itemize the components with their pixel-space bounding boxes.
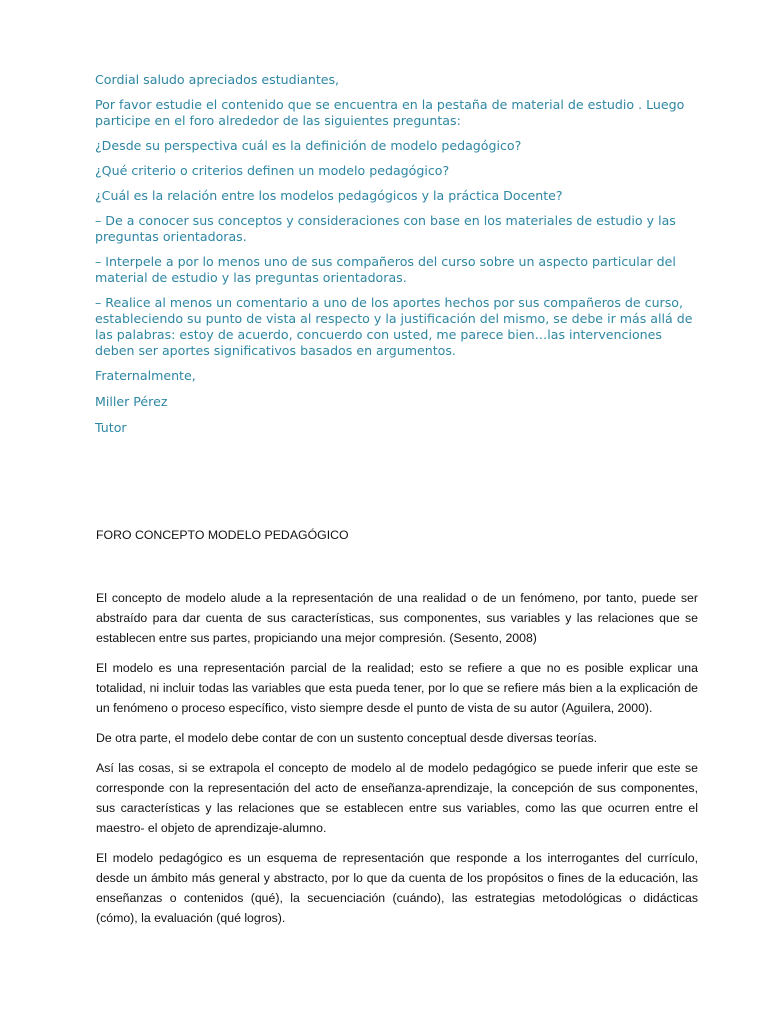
question-1: ¿Desde su perspectiva cuál es la definición de modelo pedagógico?	[95, 138, 522, 153]
signature-role: Tutor	[95, 420, 127, 435]
tutor-message	[95, 72, 695, 446]
task-2: – Interpele a por lo menos uno de sus compañeros del curso sobre un aspecto particular del material de estudio y las preguntas orientadoras.	[95, 254, 676, 285]
paragraph: Así las cosas, si se extrapola el concepto de modelo al de modelo pedagógico se puede inferir que este se corresponde con la representación del acto de enseñanza-aprendizaje, la concepción de sus componentes, sus características y las relaciones que se establecen entre sus variables, como las que ocurren entre el maestro- el objeto de aprendizaje-alumno.	[96, 761, 698, 835]
forum-document	[96, 527, 698, 938]
document-heading: FORO CONCEPTO MODELO PEDAGÓGICO	[96, 528, 349, 542]
closing: Fraternalmente,	[95, 368, 196, 383]
paragraph: El modelo pedagógico es un esquema de representación que responde a los interrogantes del currículo, desde un ámbito más general y abstracto, por lo que da cuenta de los propósitos o fines de la educación, las enseñanzas o contenidos (qué), la secuenciación (cuándo), las estrategias metodológicas o didácticas (cómo), la evaluación (qué logros).	[96, 851, 698, 925]
task-3: – Realice al menos un comentario a uno de los aportes hechos por sus compañeros de curso, estableciendo su punto de vista al respecto y la justificación del mismo, se debe ir más allá de las palabras: estoy de acuerdo, concuerdo con usted, me parece bien…las intervenciones deben ser aportes significativos basados en argumentos.	[95, 295, 693, 358]
question-2: ¿Qué criterio o criterios definen un modelo pedagógico?	[95, 163, 450, 178]
task-1: – De a conocer sus conceptos y consideraciones con base en los materiales de estudio y las preguntas orientadoras.	[95, 213, 676, 244]
instruction-text: Por favor estudie el contenido que se encuentra en la pestaña de material de estudio . Luego participe en el foro alrededor de las siguientes preguntas:	[95, 97, 685, 128]
paragraph: De otra parte, el modelo debe contar de con un sustento conceptual desde diversas teorías.	[96, 731, 598, 745]
paragraph: El modelo es una representación parcial de la realidad; esto se refiere a que no es posible explicar una totalidad, ni incluir todas las variables que esta pueda tener, por lo que se refiere más bien a la explicación de un fenómeno o proceso específico, visto siempre desde el punto de vista de su autor (Aguilera, 2000).	[96, 661, 698, 715]
greeting: Cordial saludo apreciados estudiantes,	[95, 72, 340, 87]
paragraph: El concepto de modelo alude a la representación de una realidad o de un fenómeno, por tanto, puede ser abstraído para dar cuenta de sus características, sus componentes, sus variables y las relaciones que se establecen entre sus partes, propiciando una mejor compresión. (Sesento, 2008)	[96, 591, 698, 645]
question-3: ¿Cuál es la relación entre los modelos pedagógicos y la práctica Docente?	[95, 188, 563, 203]
signature-name: Miller Pérez	[95, 394, 168, 409]
